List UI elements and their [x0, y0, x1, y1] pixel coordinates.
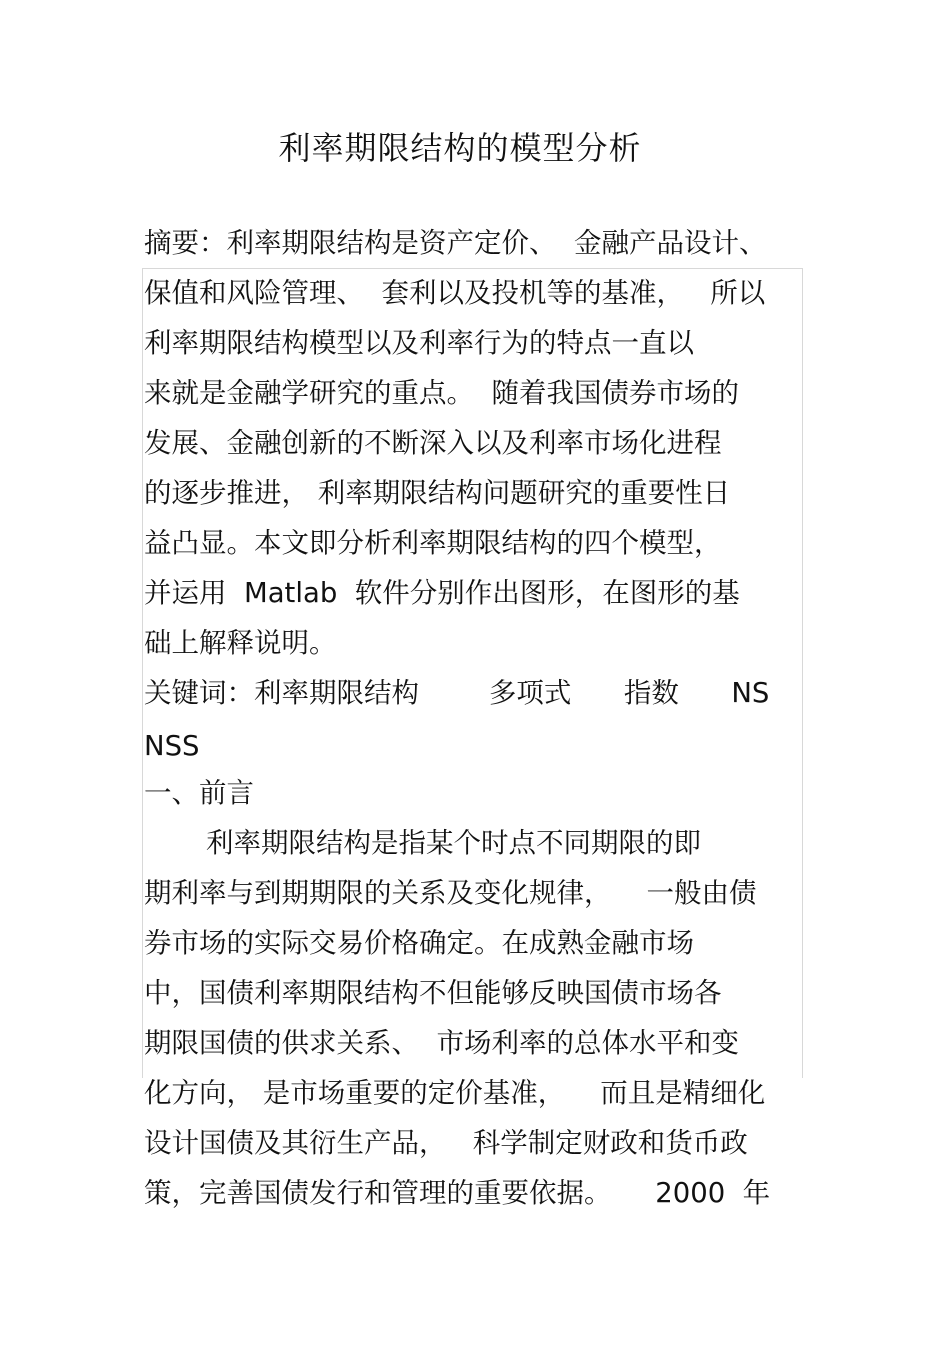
abstract-line: 利率期限结构模型以及利率行为的特点一直以 [144, 327, 694, 359]
document-title: 利率期限结构的模型分析 [278, 129, 642, 167]
body-line: 期利率与到期期限的关系及变化规律， 一般由债 [144, 877, 757, 909]
abstract-line: 发展、金融创新的不断深入以及利率市场化进程 [144, 427, 722, 459]
keywords-line: 关键词：利率期限结构 多项式 指数 NS [144, 677, 770, 709]
abstract-line: 的逐步推进， 利率期限结构问题研究的重要性日 [144, 477, 731, 509]
body-line: 期限国债的供求关系、 市场利率的总体水平和变 [144, 1027, 739, 1059]
section-heading: 一、前言 [144, 777, 254, 809]
keywords-line: NSS [144, 730, 200, 762]
body-line: 设计国债及其衍生产品， 科学制定财政和货币政 [144, 1127, 748, 1159]
body-line: 中，国债利率期限结构不但能够反映国债市场各 [144, 977, 722, 1009]
abstract-line: 摘要：利率期限结构是资产定价、 金融产品设计、 [144, 227, 767, 259]
abstract-line: 益凸显。本文即分析利率期限结构的四个模型， [144, 527, 722, 559]
abstract-line: 础上解释说明。 [144, 627, 337, 659]
body-line: 策，完善国债发行和管理的重要依据。 2000 年 [144, 1177, 771, 1209]
abstract-line: 保值和风险管理、 套利以及投机等的基准， 所以 [144, 277, 766, 309]
abstract-line: 来就是金融学研究的重点。 随着我国债券市场的 [144, 377, 739, 409]
body-line: 券市场的实际交易价格确定。在成熟金融市场 [144, 927, 694, 959]
body-line: 化方向， 是市场重要的定价基准， 而且是精细化 [144, 1077, 766, 1109]
body-line: 利率期限结构是指某个时点不同期限的即 [206, 827, 701, 859]
abstract-line: 并运用 Matlab 软件分别作出图形，在图形的基 [144, 577, 740, 609]
